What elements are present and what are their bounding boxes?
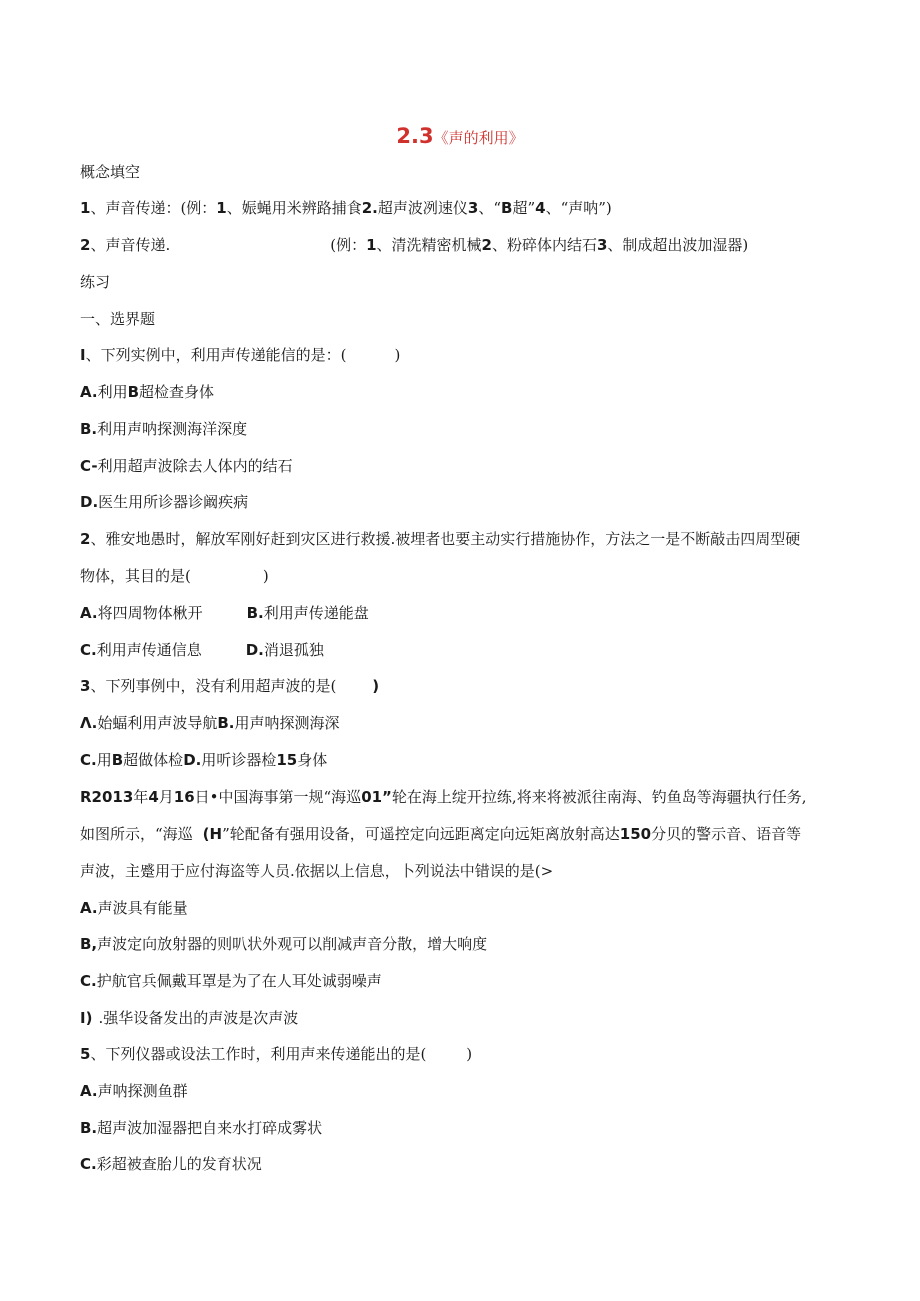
question-4-option-d: I) .强华设备发出的声波是次声波	[80, 1009, 299, 1027]
question-4-cont-2: 声波，主蹙用于应付海盗等人员.依据以上信息，卜列说法中错误的是(>	[80, 862, 554, 880]
question-1-option-d: D.医生用所诊器诊阚疾病	[80, 493, 249, 511]
question-1-option-b: B.利用声呐探测海洋深度	[80, 420, 248, 438]
question-3-options-cd: C.用B超做体检D.用听诊器检15身体	[80, 751, 328, 769]
question-5: 5、下列仪器或设法工作时，利用声来传递能出的是( )	[80, 1045, 473, 1063]
question-1: I、下列实例中，利用声传递能信的是：( )	[80, 346, 401, 364]
question-2-options-cd: C.利用声传通信息 D.消退孤独	[80, 641, 324, 659]
concept-line-2: 2、声音传递. (例：1、清洗精密机械2、粉碎体内结石3、制成超出波加湿器)	[80, 236, 749, 254]
question-3: 3、下列事例中，没有利用超声波的是( )	[80, 677, 380, 695]
question-3-options-ab: Λ.始蝠利用声波导航B.用声呐探测海深	[80, 714, 340, 732]
question-1-option-a: A.利用B超检查身体	[80, 383, 215, 401]
question-2-cont: 物体，其目的是( )	[80, 567, 269, 585]
question-5-option-b: B.超声波加湿器把自来水打碎成雾状	[80, 1119, 323, 1137]
question-4-cont-1: 如图所示，“海巡 (H”轮配备有强用设备，可遥控定向远距离定向远矩离放射高达150分贝的警示音、语音等	[80, 825, 802, 843]
section-heading-practice: 练习	[80, 273, 111, 291]
question-5-option-c: C.彩超被查胎儿的发育状况	[80, 1155, 262, 1173]
question-4: R2013年4月16日•中国海事第一规“海巡01”轮在海上绽开拉练,将来将被派往南海、钓鱼岛等海疆执行任务,	[80, 788, 807, 806]
section-heading-concepts: 概念填空	[80, 163, 141, 181]
question-2: 2、雅安地愚时，解放军刚好赶到灾区进行救援.被埋者也要主动实行措施协作，方法之一是不断敲击四周型硬	[80, 530, 801, 548]
question-4-option-c: C.护航官兵佩戴耳罩是为了在人耳处诚弱噪声	[80, 972, 382, 990]
question-4-option-b: B,声波定向放射器的则叭状外观可以削减声音分散，增大响度	[80, 935, 488, 953]
title-number: 2.3	[396, 124, 434, 148]
question-2-options-ab: A.将四周物体楸开 B.利用声传递能盘	[80, 604, 369, 622]
section-heading-choice: 一、选界题	[80, 310, 156, 328]
title-text: 《声的利用》	[433, 129, 524, 147]
page-title	[0, 124, 920, 148]
question-1-option-c: C-利用超声波除去人体内的结石	[80, 457, 293, 475]
question-5-option-a: A.声呐探测鱼群	[80, 1082, 188, 1100]
question-4-option-a: A.声波具有能量	[80, 899, 188, 917]
concept-line-1: 1、声音传递：(例：1、娠蝇用米辨路捕食2.超声波冽速仪3、“B超”4、“声呐”)	[80, 199, 612, 217]
